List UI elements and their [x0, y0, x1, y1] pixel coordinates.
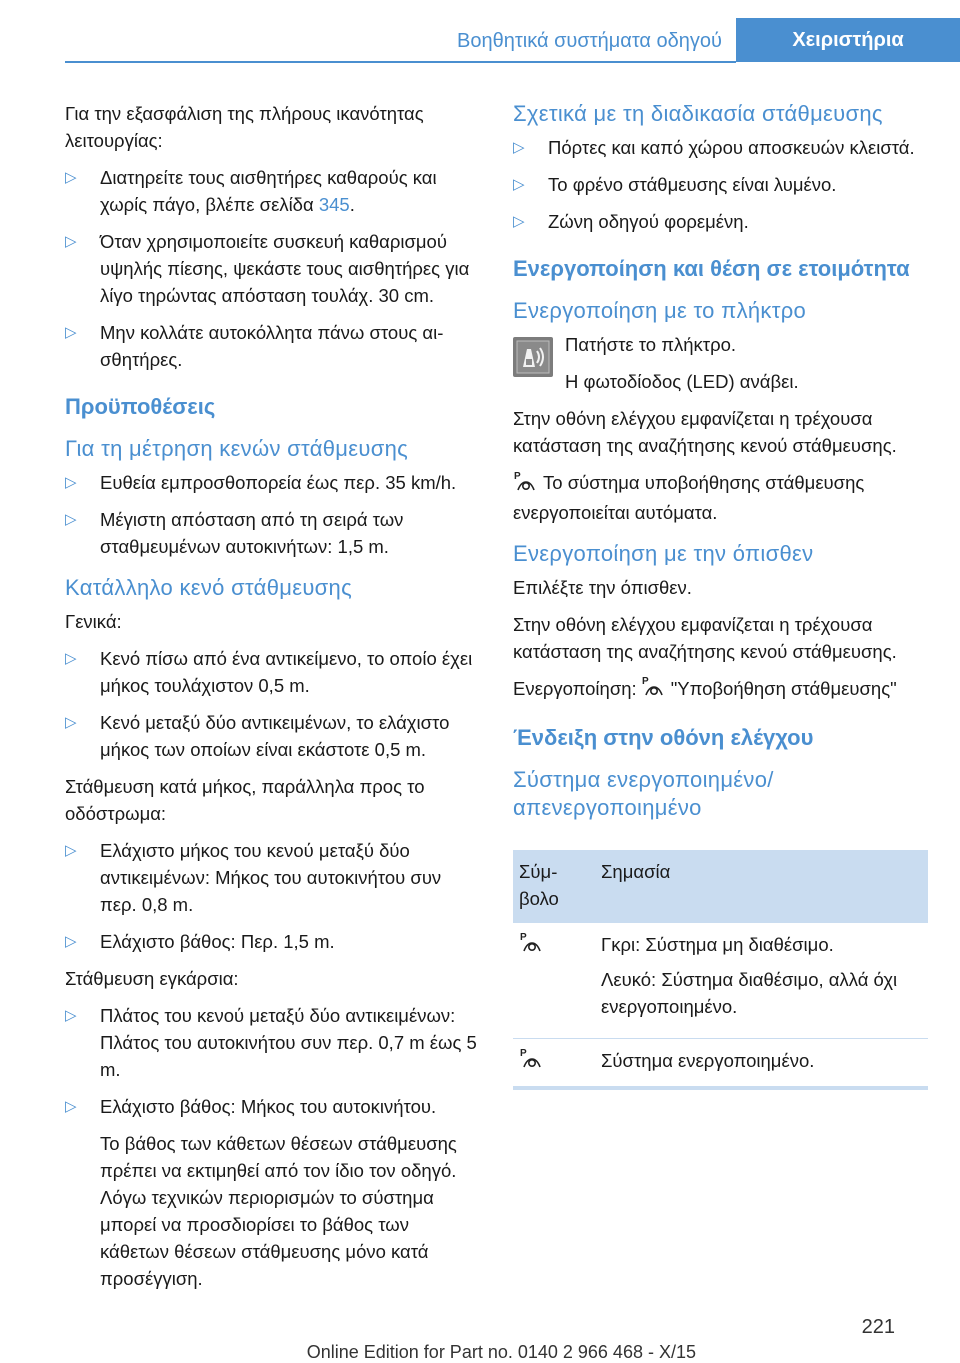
heading-suitable-space: Κατάλληλο κενό στάθμευσης	[65, 575, 352, 600]
bullet-triangle-icon: ▷	[65, 1098, 77, 1115]
perpendicular-label: Στάθμευση εγκάρσια:	[65, 968, 239, 989]
bullet-triangle-icon: ▷	[65, 1007, 77, 1024]
list-item: ▷ Ευθεία εμπροσθοπορεία έως περ. 35 km/h.	[65, 469, 480, 496]
bullet-triangle-icon: ▷	[65, 233, 77, 250]
table-header-row	[513, 850, 928, 923]
parallel-list	[65, 837, 480, 955]
heading-measurement: Για τη μέτρηση κενών στάθμευσης	[65, 436, 409, 461]
heading-procedure: Σχετικά με τη διαδικασία στάθμευσης	[513, 101, 883, 126]
heading-prerequisites: Προϋποθέσεις	[65, 394, 216, 419]
edition-note: Online Edition for Part no. 0140 2 966 468 - X/15	[306, 1342, 696, 1362]
left-column	[65, 100, 480, 1302]
bullet-triangle-icon: ▷	[513, 213, 525, 230]
park-assist-button-icon[interactable]	[513, 337, 553, 377]
column-header-symbol: Σύμβολο	[513, 850, 595, 923]
press-button-text: Πατήστε το πλήκτρο.	[565, 334, 737, 355]
procedure-list	[513, 134, 928, 235]
heading-indication: Ένδειξη στην οθόνη ελέγχου	[513, 725, 814, 751]
list-item: ▷ Πόρτες και καπό χώρου αποσκευών κλειστά.	[513, 134, 928, 161]
symbol-table	[513, 850, 928, 1090]
chapter-tab[interactable]: Χειριστήρια	[736, 18, 960, 62]
activation-text: Ενεργοποίηση: P "Υποβοήθηση στάθμευσης"	[513, 675, 928, 705]
state-active-text: Σύστημα ενεργοποιημένο.	[595, 1039, 928, 1089]
list-item: ▷ Κενό μεταξύ δύο αντικειμένων, το ελάχιστο μήκος των οποίων είναι εκάστοτε 0,5 m.	[65, 709, 480, 763]
list-item: ▷ Κενό πίσω από ένα αντικείμενο, το οποίο έχει μήκος τουλάχιστον 0,5 m.	[65, 645, 480, 699]
svg-text:P: P	[520, 1048, 527, 1060]
list-item: ▷ Ελάχιστο βάθος: Μήκος του αυτοκινήτου. Το βάθος των κάθετων θέσεων στάθμευσης πρέπει να εκτιμηθεί από τον ίδιο τον οδηγό. Λόγω τεχνικών περιορισμών το σύστημα μπορεί να προσδιορίσει το βάθος των κάθετων θέσεων στάθμευσης μόνο κατά προσέγγιση.	[65, 1093, 480, 1292]
park-assist-symbol-icon	[641, 675, 667, 704]
reverse-display-text: Στην οθόνη ελέγχου εμφανίζεται η τρέχουσα κατάσταση της αναζήτησης κενού στάθμευσης.	[513, 613, 897, 662]
heading-button: Ενεργοποίηση με το πλήκτρο	[513, 298, 807, 323]
bullet-triangle-icon: ▷	[65, 650, 77, 667]
heading-activation: Ενεργοποίηση και θέση σε ετοιμότητα	[513, 256, 910, 281]
page-number: 221	[861, 1316, 895, 1338]
right-column	[513, 100, 928, 1090]
bullet-triangle-icon: ▷	[65, 169, 77, 186]
list-item: ▷ Ελάχιστο μήκος του κενού μεταξύ δύο αντικειμένων: Μήκος του αυτοκινήτου συν περ. 0,8 m.	[65, 837, 480, 918]
table-row	[513, 1039, 928, 1089]
intro-text: Για την εξασφάλιση της πλήρους ικανότητας λειτουργίας:	[65, 103, 424, 151]
button-instruction	[513, 331, 928, 395]
list-item: ▷ Μην κολλάτε αυτοκόλλητα πάνω στους αισθητήρες.	[65, 319, 480, 373]
bullet-triangle-icon: ▷	[65, 511, 77, 528]
led-text: Η φωτοδίοδος (LED) ανάβει.	[565, 371, 799, 392]
svg-text:P: P	[520, 932, 527, 944]
park-assist-symbol-icon	[519, 932, 545, 957]
bullet-triangle-icon: ▷	[65, 933, 77, 950]
column-header-meaning: Σημασία	[595, 850, 928, 923]
svg-text:P: P	[514, 470, 521, 482]
header-rule	[65, 61, 736, 63]
park-assist-symbol-icon	[513, 470, 539, 499]
bullet-triangle-icon: ▷	[513, 139, 525, 156]
perpendicular-list	[65, 1002, 480, 1292]
page-header	[0, 0, 960, 62]
park-assist-active-icon	[519, 1048, 545, 1073]
heading-system-state: Σύστημα ενεργοποιημένο/ απενεργοποιημένο	[513, 767, 774, 821]
section-title: Βοηθητικά συστήματα οδηγού	[457, 30, 722, 52]
depth-note: Το βάθος των κάθετων θέσεων στάθμευσης πρέπει να εκτιμηθεί από τον ίδιο τον οδηγό. Λόγω τεχνικών περιορισμών το σύστημα μπορεί να προσδιορίσει το βάθος των κάθετων θέσεων στάθμευσης μόνο κατά προσέγγιση.	[100, 1133, 457, 1289]
svg-text:P: P	[641, 676, 649, 688]
list-item: ▷ Ελάχιστο βάθος: Περ. 1,5 m.	[65, 928, 480, 955]
auto-activation-text: P Το σύστημα υποβοήθησης στάθμευσης ενεργοποιείται αυτόματα.	[513, 470, 865, 523]
bullet-triangle-icon: ▷	[65, 474, 77, 491]
general-list	[65, 645, 480, 763]
select-reverse-text: Επιλέξτε την όπισθεν.	[513, 576, 692, 598]
general-label: Γενικά:	[65, 611, 122, 632]
list-item: ▷ Μέγιστη απόσταση από τη σειρά των σταθμευμένων αυτοκινήτων: 1,5 m.	[65, 506, 480, 560]
list-item: ▷ Το φρένο στάθμευσης είναι λυμένο.	[513, 171, 928, 198]
display-status-text: Στην οθόνη ελέγχου εμφανίζεται η τρέχουσα κατάσταση της αναζήτησης κενού στάθμευσης.	[513, 408, 897, 456]
list-item: ▷ Πλάτος του κενού μεταξύ δύο αντικειμένων: Πλάτος του αυτοκινήτου συν περ. 0,7 m έως 5 m.	[65, 1002, 480, 1083]
list-item: ▷ Διατηρείτε τους αισθητήρες καθαρούς και χωρίς πάγο, βλέπε σελίδα 345.	[65, 164, 480, 218]
bullet-triangle-icon: ▷	[65, 324, 77, 341]
measure-list	[65, 469, 480, 560]
list-item: ▷ Όταν χρησιμοποιείτε συσκευή καθαρισμού υψηλής πίεσης, ψεκάστε τους αισθητήρες για λίγο τηρώντας απόσταση τουλάχ. 30 cm.	[65, 228, 480, 309]
intro-list	[65, 164, 480, 373]
state-available-text: Λευκό: Σύστημα διαθέσιμο, αλλά όχι ενεργοποιημένο.	[601, 969, 898, 1018]
heading-reverse: Ενεργοποίηση με την όπισθεν	[513, 540, 814, 566]
page-footer	[0, 1312, 960, 1362]
bullet-triangle-icon: ▷	[513, 176, 525, 193]
bullet-triangle-icon: ▷	[65, 842, 77, 859]
list-item: ▷ Ζώνη οδηγού φορεμένη.	[513, 208, 928, 235]
table-row	[513, 923, 928, 1039]
state-unavailable-text: Γκρι: Σύστημα μη διαθέσιμο.	[601, 934, 834, 956]
page-link[interactable]: 345	[318, 194, 350, 215]
parallel-label: Στάθμευση κατά μήκος, παράλληλα προς το οδόστρωμα:	[65, 776, 425, 824]
bullet-triangle-icon: ▷	[65, 714, 77, 731]
